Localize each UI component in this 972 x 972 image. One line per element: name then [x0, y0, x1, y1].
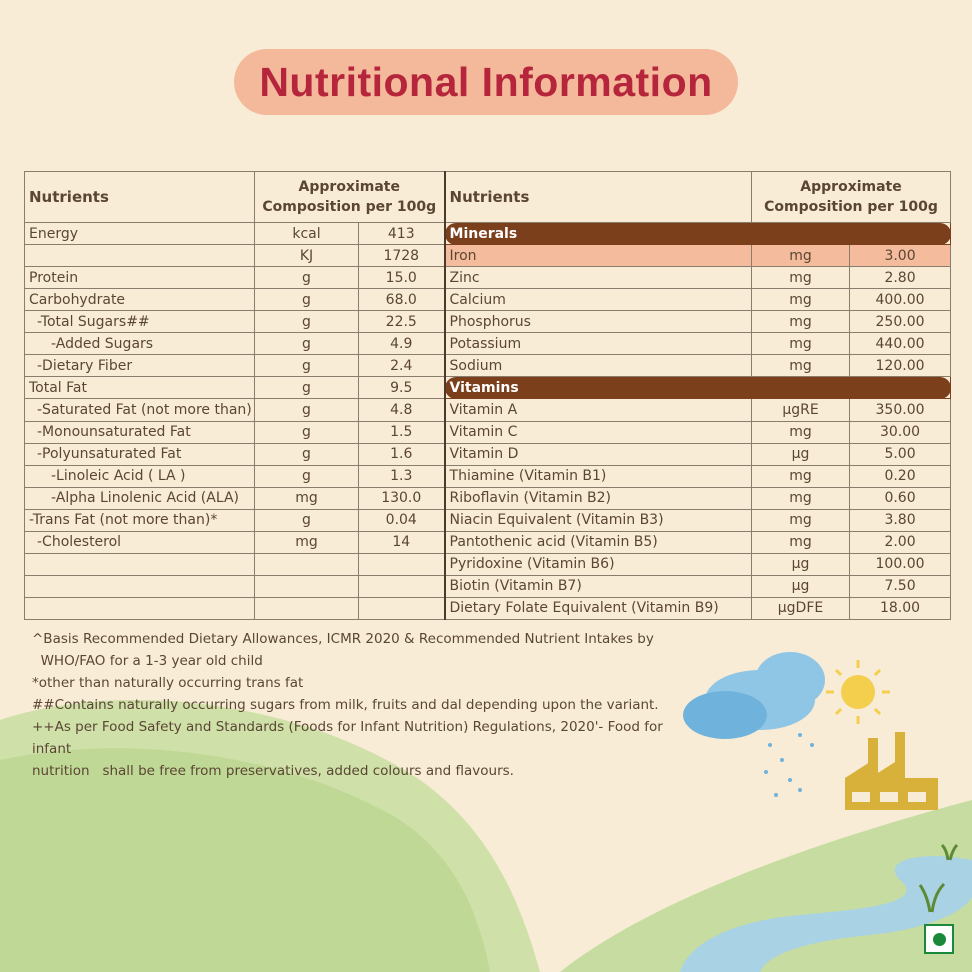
nutrient-name-right: Phosphorus — [445, 311, 752, 333]
unit-right: mg — [752, 245, 850, 267]
value-left: 1.6 — [359, 443, 445, 465]
value-left: 1728 — [359, 245, 445, 267]
table-row — [25, 333, 951, 355]
nutrient-name-left — [25, 245, 255, 267]
unit-right: µg — [752, 553, 850, 575]
nutrient-name-left: -Linoleic Acid ( LA ) — [25, 465, 255, 487]
value-right — [850, 223, 951, 245]
unit-right: mg — [752, 333, 850, 355]
nutrient-name-right: Niacin Equivalent (Vitamin B3) — [445, 509, 752, 531]
value-right: 3.00 — [850, 245, 951, 267]
header-composition-left: Approximate Composition per 100g — [255, 172, 445, 223]
nutrient-name-left — [25, 553, 255, 575]
nutrient-name-right: Potassium — [445, 333, 752, 355]
unit-right: mg — [752, 487, 850, 509]
unit-left: kcal — [255, 223, 359, 245]
table-row — [25, 311, 951, 333]
nutrient-name-left: -Trans Fat (not more than)* — [25, 509, 255, 531]
unit-right: mg — [752, 509, 850, 531]
cloud-icon — [683, 652, 825, 739]
table-row — [25, 575, 951, 597]
unit-left: g — [255, 267, 359, 289]
unit-right: µgRE — [752, 399, 850, 421]
nutrient-name-left: -Alpha Linolenic Acid (ALA) — [25, 487, 255, 509]
sun-icon — [826, 660, 890, 724]
value-right: 250.00 — [850, 311, 951, 333]
value-left: 15.0 — [359, 267, 445, 289]
nutrient-name-left: Total Fat — [25, 377, 255, 399]
value-left: 4.9 — [359, 333, 445, 355]
nutrient-name-left — [25, 597, 255, 619]
nutrient-name-right: Vitamin A — [445, 399, 752, 421]
nutrient-name-left: -Dietary Fiber — [25, 355, 255, 377]
table-row — [25, 531, 951, 553]
unit-left: g — [255, 465, 359, 487]
unit-right — [752, 377, 850, 399]
unit-right: mg — [752, 355, 850, 377]
table-row — [25, 553, 951, 575]
unit-left: g — [255, 377, 359, 399]
nutrient-name-left: -Cholesterol — [25, 531, 255, 553]
unit-right — [752, 223, 850, 245]
unit-right: mg — [752, 311, 850, 333]
nutrient-name-left: Energy — [25, 223, 255, 245]
table-row — [25, 267, 951, 289]
table-row — [25, 377, 951, 399]
table-row — [25, 597, 951, 619]
value-right: 2.80 — [850, 267, 951, 289]
unit-right: mg — [752, 465, 850, 487]
value-left — [359, 553, 445, 575]
table-row — [25, 487, 951, 509]
value-right: 0.60 — [850, 487, 951, 509]
nutrient-name-left: -Saturated Fat (not more than) — [25, 399, 255, 421]
veg-mark-icon — [924, 924, 954, 954]
unit-right: mg — [752, 421, 850, 443]
value-left: 14 — [359, 531, 445, 553]
nutrient-name-left: -Monounsaturated Fat — [25, 421, 255, 443]
unit-left — [255, 575, 359, 597]
footnote: nutrition shall be free from preservatives, added colours and flavours. — [32, 763, 514, 779]
table-header-row — [25, 172, 951, 223]
rain-icon — [764, 733, 814, 797]
value-right: 0.20 — [850, 465, 951, 487]
table-row — [25, 245, 951, 267]
nutrient-name-left: -Added Sugars — [25, 333, 255, 355]
nutrient-name-right: Thiamine (Vitamin B1) — [445, 465, 752, 487]
nutrient-name-left: -Total Sugars## — [25, 311, 255, 333]
value-right: 100.00 — [850, 553, 951, 575]
table-row — [25, 399, 951, 421]
table-row — [25, 223, 951, 245]
nutrition-table — [24, 171, 951, 620]
table-row — [25, 509, 951, 531]
unit-left: mg — [255, 531, 359, 553]
value-left: 68.0 — [359, 289, 445, 311]
unit-right: mg — [752, 267, 850, 289]
nutrient-name-left — [25, 575, 255, 597]
value-left: 9.5 — [359, 377, 445, 399]
unit-left: g — [255, 509, 359, 531]
value-right: 7.50 — [850, 575, 951, 597]
value-left: 4.8 — [359, 399, 445, 421]
value-right: 18.00 — [850, 597, 951, 619]
value-right: 3.80 — [850, 509, 951, 531]
footnote: WHO/FAO for a 1-3 year old child — [32, 653, 263, 669]
factory-icon — [845, 732, 938, 810]
value-left: 130.0 — [359, 487, 445, 509]
footnote: *other than naturally occurring trans fat — [32, 675, 304, 691]
table-row — [25, 421, 951, 443]
value-right: 30.00 — [850, 421, 951, 443]
nutrient-name-right: Vitamin C — [445, 421, 752, 443]
unit-right: mg — [752, 289, 850, 311]
title-banner — [234, 49, 738, 115]
value-right: 350.00 — [850, 399, 951, 421]
value-right: 5.00 — [850, 443, 951, 465]
footnotes — [32, 628, 692, 782]
value-left: 22.5 — [359, 311, 445, 333]
nutrition-table-body — [25, 172, 951, 620]
unit-left: g — [255, 289, 359, 311]
table-row — [25, 465, 951, 487]
nutrient-name-right: Sodium — [445, 355, 752, 377]
value-left — [359, 597, 445, 619]
value-right: 2.00 — [850, 531, 951, 553]
nutrient-name-right: Iron — [445, 245, 752, 267]
value-left: 413 — [359, 223, 445, 245]
unit-left: KJ — [255, 245, 359, 267]
nutrient-name-right: Biotin (Vitamin B7) — [445, 575, 752, 597]
unit-left: g — [255, 355, 359, 377]
table-row — [25, 289, 951, 311]
nutrient-name-right: Vitamins — [445, 377, 752, 399]
value-left: 1.3 — [359, 465, 445, 487]
nutrient-name-right: Riboflavin (Vitamin B2) — [445, 487, 752, 509]
unit-left: g — [255, 443, 359, 465]
unit-left: mg — [255, 487, 359, 509]
value-left — [359, 575, 445, 597]
nutrient-name-left: Carbohydrate — [25, 289, 255, 311]
nutrient-name-left: Protein — [25, 267, 255, 289]
table-row — [25, 443, 951, 465]
footnote: ^Basis Recommended Dietary Allowances, ICMR 2020 & Recommended Nutrient Intakes by — [32, 631, 654, 647]
unit-left: g — [255, 421, 359, 443]
value-left: 2.4 — [359, 355, 445, 377]
header-nutrients-left: Nutrients — [25, 172, 255, 223]
unit-right: µgDFE — [752, 597, 850, 619]
nutrient-name-right: Pyridoxine (Vitamin B6) — [445, 553, 752, 575]
unit-left: g — [255, 311, 359, 333]
header-composition-right: Approximate Composition per 100g — [752, 172, 951, 223]
nutrient-name-right: Dietary Folate Equivalent (Vitamin B9) — [445, 597, 752, 619]
unit-right: mg — [752, 531, 850, 553]
nutrient-name-right: Minerals — [445, 223, 752, 245]
veg-mark-dot — [933, 933, 946, 946]
value-right: 440.00 — [850, 333, 951, 355]
unit-left: g — [255, 333, 359, 355]
unit-left — [255, 597, 359, 619]
footnote: ++As per Food Safety and Standards (Foods for Infant Nutrition) Regulations, 2020'- Food for infant — [32, 719, 663, 757]
value-left: 1.5 — [359, 421, 445, 443]
nutrient-name-right: Pantothenic acid (Vitamin B5) — [445, 531, 752, 553]
unit-left: g — [255, 399, 359, 421]
value-right: 400.00 — [850, 289, 951, 311]
unit-left — [255, 553, 359, 575]
nutrient-name-right: Vitamin D — [445, 443, 752, 465]
nutrient-name-right: Calcium — [445, 289, 752, 311]
header-nutrients-right: Nutrients — [445, 172, 752, 223]
nutrient-name-left: -Polyunsaturated Fat — [25, 443, 255, 465]
unit-right: µg — [752, 443, 850, 465]
table-row — [25, 355, 951, 377]
value-right: 120.00 — [850, 355, 951, 377]
footnote: ##Contains naturally occurring sugars from milk, fruits and dal depending upon the variant. — [32, 697, 659, 713]
value-right — [850, 377, 951, 399]
unit-right: µg — [752, 575, 850, 597]
value-left: 0.04 — [359, 509, 445, 531]
nutrient-name-right: Zinc — [445, 267, 752, 289]
page-title: Nutritional Information — [259, 58, 713, 105]
